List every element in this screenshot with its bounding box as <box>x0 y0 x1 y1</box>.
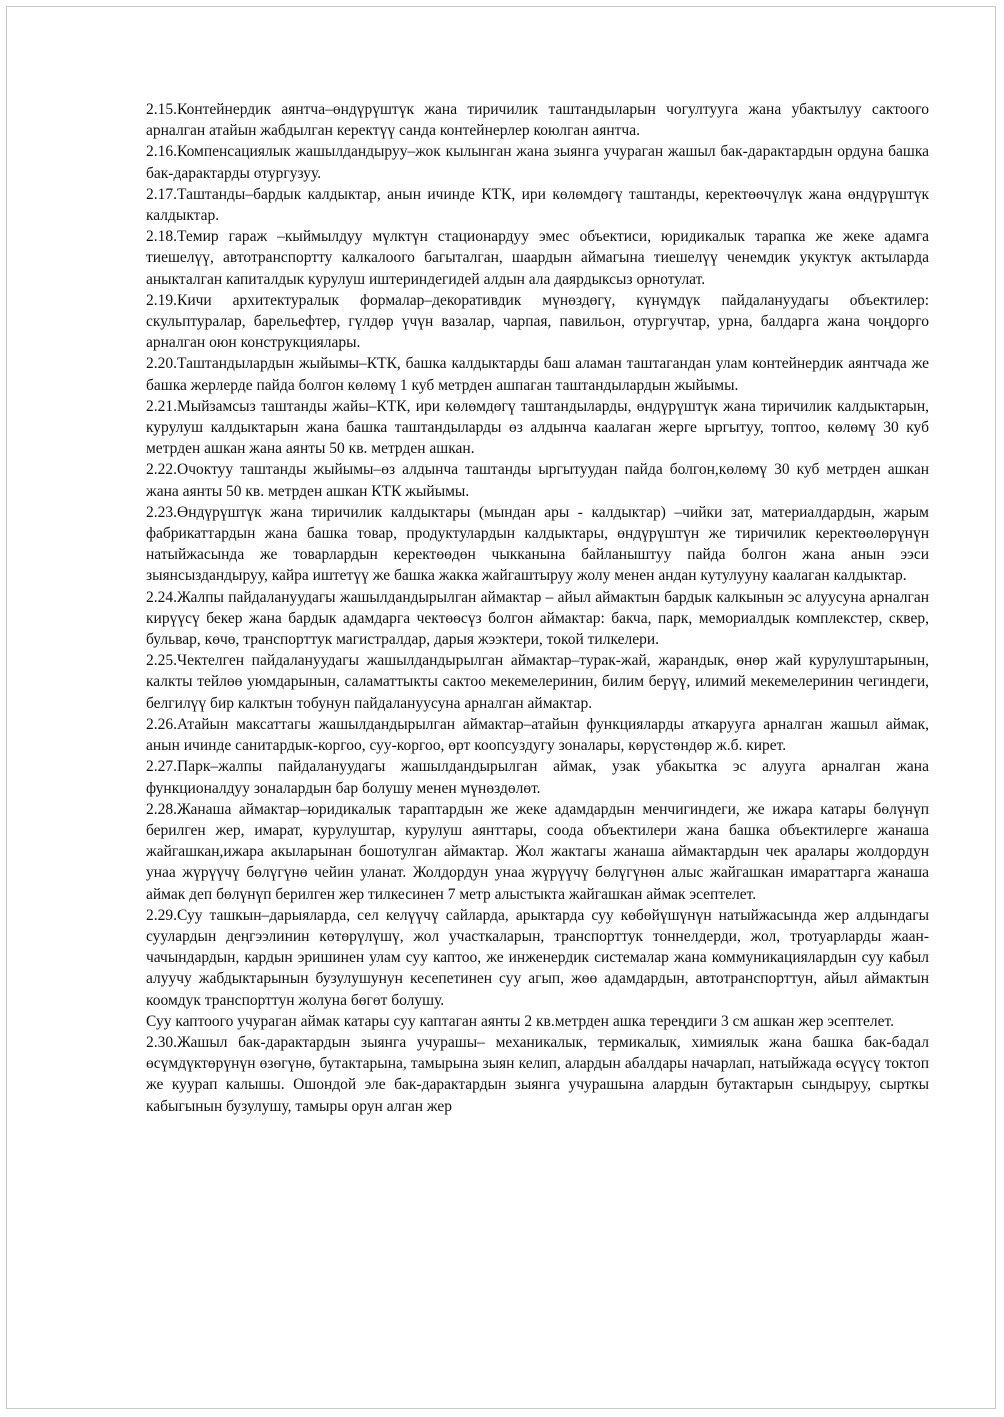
paragraph-2-30: 2.30.Жашыл бак-дарактардын зыянга учурашы– механикалык, термикалык, химиялык жана башка бак-бадал өсүмдүктөрүнүн өзөгүнө, бутактарына, тамырына зыян келип, алардын абалдары начарлап, натыйжада өсүүсү токтоп же куурап калышы. Ошондой эле бак-дарактардын зыянга учурашына алардын бутактарын сындыруу, сырткы кабыгынын бузулушу, тамыры орун алган жер <box>146 1033 929 1115</box>
paragraph-2-16: 2.16.Компенсациялык жашылдандыруу–жок кылынган жана зыянга учураган жашыл бак-дарактардын ордуна башка бак-дарактарды отургузуу. <box>146 143 929 182</box>
paragraph-2-27: 2.27.Парк–жалпы пайдалануудагы жашылдандырылган аймак, узак убакытка эс алууга арналган жана функционалдуу зоналардын бар болушу менен мүнөздөлөт. <box>146 758 929 797</box>
paragraph-2-29: 2.29.Суу ташкын–дарыяларда, сел келүүчү сайларда, арыктарда суу көбөйүшүнүн натыйжасында жер алдындагы суулардын деңгээлинин көтөрүлүшү, жол участкаларын, транспорттук тоннелдерди, жол, тротуарларды жаан-чачындардын, кардын эришинен улам суу каптоо, же инженердик системалар жана коммуникациялардын суу кабыл алуучу жабдыктарынын бузулушунун кесепетинен суу агып, жөө адамдардын, автотранспорттун, айыл аймактын коомдук транспорттун жолуна бөгөт болушу. <box>146 906 929 1009</box>
paragraph-flood-area-note: Суу каптоого учураган аймак катары суу каптаган аянты 2 кв.метрден ашка тереңдиги 3 см ашкан жер эсептелет. <box>146 1012 894 1030</box>
paragraph-2-17: 2.17.Таштанды–бардык калдыктар, анын ичинде КТК, ири көлөмдөгү таштанды, керектөөчүлүк жана өндүрүштүк калдыктар. <box>146 185 929 225</box>
paragraph-2-19: 2.19.Кичи архитектуралык формалар–декоративдик мүнөздөгү, күнүмдүк пайдалануудагы объектилер: скульптуралар, барельефтер, гүлдөр үчүн вазалар, чарпая, павильон, отургучтар, урна, балдарга жана чоңдорго арналган оюн конструкциялары. <box>146 291 929 352</box>
paragraph-2-24: 2.24.Жалпы пайдалануудагы жашылдандырылган аймактар – айыл аймактын бардык калкынын эс алуусуна арналган кирүүсү бекер жана бардык адамдарга чектөөсүз болгон аймактар: бакча, парк, мемориалдык комплекстер, сквер, бульвар, көчө, транспорттук магистралдар, дарыя жээктери, токой тилкелери. <box>146 588 929 649</box>
document-body <box>146 99 929 1117</box>
paragraph-2-20: 2.20.Таштандылардын жыйымы–КТК, башка калдыктарды баш аламан таштагандан улам контейнердик аянтчада же башка жерлерде пайда болгон көлөмү 1 куб метрден ашпаган таштандылардын жыйымы. <box>146 355 929 394</box>
paragraph-2-26: 2.26.Атайын максаттагы жашылдандырылган аймактар–атайын функцияларды аткарууга арналган жашыл аймак, анын ичинде санитардык-коргоо, суу-коргоо, өрт коопсуздугу зоналары, көрүстөндөр ж.б. кирет. <box>146 715 929 755</box>
paragraph-2-28: 2.28.Жанаша аймактар–юридикалык тараптардын же жеке адамдардын менчигиндеги, же ижара катары бөлүнүп берилген жер, имарат, курулуштар, курулуш аянттары, соода объектилери жана башка объектилерге жанаша жайгашкан,ижара акыларынан бошотулган аймактар. Жол жактагы жанаша аймактардын чек аралары жолдордун унаа жүрүүчү бөлүгүнө чейин уланат. Жолдордун унаа жүрүүчү бөлүгүнөн алыс жайгашкан имараттарга жанаша аймак деп бөлүнүп берилген жер тилкесинен 7 метр алыстыкта жайгашкан аймак эсептелет. <box>146 800 929 903</box>
paragraph-2-22: 2.22.Очоктуу таштанды жыйымы–өз алдынча таштанды ыргытуудан пайда болгон,көлөмү 30 куб метрден ашкан жана аянты 50 кв. метрден ашкан КТК жыйымы. <box>146 461 929 500</box>
paragraph-2-25: 2.25.Чектелген пайдалануудагы жашылдандырылган аймактар–турак-жай, жарандык, өнөр жай курулуштарынын, калкты тейлөө уюмдарынын, саламаттыкты сактоо мекемелеринин, билим берүү, илимий мекемелеринин чегиндеги, белгилүү бир калктын тобунун пайдалануусуна арналган аймактар. <box>146 652 929 712</box>
paragraph-2-23: 2.23.Өндүрүштүк жана тиричилик калдыктары (мындан ары - калдыктар) –чийки зат, материалдардын, жарым фабрикаттардын жана башка товар, продуктулардын калдыктары, өндүрүштүн же тиричилик керектөөлөрүнүн натыйжасында же товарлардын керектөөдөн чыкканына байланыштуу пайда болгон жана анын ээси зыянсыздандыруу, кайра иштетүү же башка жакка жайгаштыруу жолу менен андан кутулууну каалаган калдыктар. <box>146 503 929 585</box>
paragraph-2-15: 2.15.Контейнердик аянтча–өндүрүштүк жана тиричилик таштандыларын чогултууга жана убактылуу сактоого арналган атайын жабдылган керектүү санда контейнерлер коюлган аянтча. <box>146 101 929 140</box>
paragraph-2-21: 2.21.Мыйзамсыз таштанды жайы–КТК, ири көлөмдөгү таштандыларды, өндүрүштүк жана тиричилик калдыктарын, курулуш калдыктарын жана башка таштандыларды өз алдынча каалаган жерге ыргытуу, топтоо, көлөмү 30 куб метрден ашкан жана аянты 50 кв. метрден ашкан. <box>146 397 929 458</box>
paragraph-2-18: 2.18.Темир гараж –кыймылдуу мүлктүн стационардуу эмес объектиси, юридикалык тарапка же жеке адамга тиешелүү, автотранспортту калкалоого багыталган, шаардын аймагына тиешелүү ченемдик укуктук актыларда аныкталган капиталдык курулуш иштериндегидей алдын ала даярдыксыз орнотулат. <box>146 228 929 288</box>
